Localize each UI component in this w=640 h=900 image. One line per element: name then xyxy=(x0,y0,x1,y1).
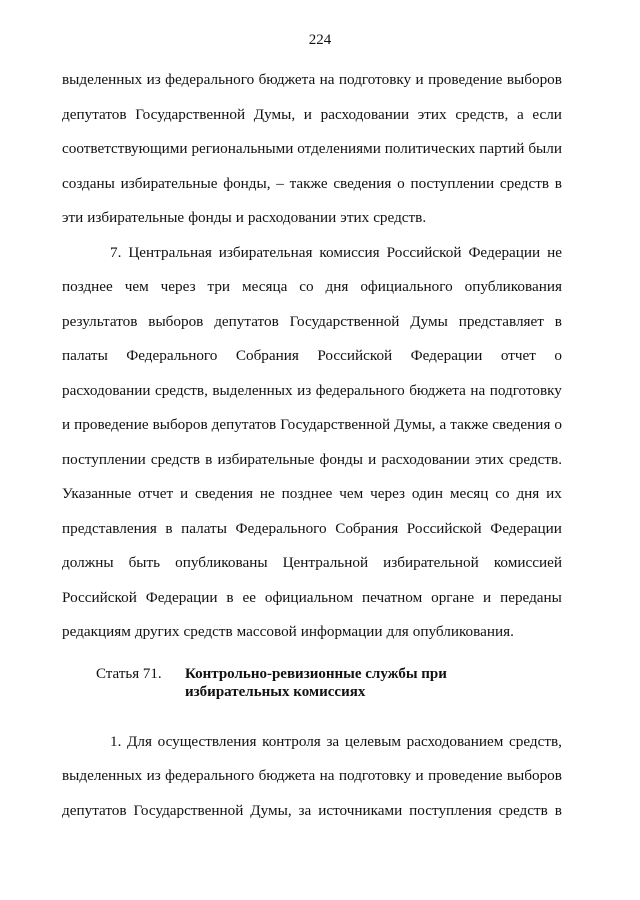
text-line xyxy=(62,63,562,98)
text-line xyxy=(62,794,562,829)
word: в xyxy=(554,174,562,192)
word: информации xyxy=(300,623,383,640)
word: расходованием xyxy=(406,732,504,750)
word: этих xyxy=(340,209,370,226)
word: созданы xyxy=(62,174,115,192)
word: соответствующими xyxy=(62,140,188,157)
word: Думы xyxy=(410,312,448,330)
text-line xyxy=(62,132,562,167)
word: бюджета xyxy=(258,767,316,784)
text-line xyxy=(62,167,562,202)
word: месяц xyxy=(449,485,489,502)
word: для xyxy=(386,623,409,640)
word: осуществления xyxy=(157,732,257,750)
word: Государственной xyxy=(289,312,400,330)
word: палаты xyxy=(62,347,108,364)
word: а xyxy=(439,416,447,433)
word: их xyxy=(546,485,562,502)
word: отчет xyxy=(500,347,536,364)
word: дня xyxy=(325,278,349,295)
word: выборов xyxy=(148,312,204,330)
word: о xyxy=(554,347,562,364)
word: избирательные xyxy=(217,450,315,468)
word: за xyxy=(326,732,340,750)
word: в xyxy=(205,450,213,468)
word: и xyxy=(235,209,244,226)
word: Российской xyxy=(317,347,393,364)
document-body xyxy=(62,63,562,828)
word: выделенных xyxy=(62,767,143,784)
word: результатов xyxy=(62,312,138,330)
word: расходовании xyxy=(320,105,410,123)
word: бюджета xyxy=(409,381,466,399)
word: Государственной xyxy=(135,105,246,123)
word: выборов xyxy=(506,767,562,784)
text-line xyxy=(62,615,562,650)
word: в xyxy=(554,801,562,819)
word: Собрания xyxy=(335,519,399,537)
text-line xyxy=(62,339,562,374)
word: чем xyxy=(339,485,364,502)
paragraph-control-services xyxy=(62,725,562,829)
word: массовой xyxy=(236,623,297,640)
word: контроля xyxy=(262,732,321,750)
text-line xyxy=(62,374,562,409)
word: и xyxy=(62,416,71,433)
word: выборов xyxy=(506,71,562,88)
word: редакциям xyxy=(62,623,131,640)
word: официальном xyxy=(264,588,354,606)
word: были xyxy=(528,140,562,157)
word: и xyxy=(179,485,189,502)
word: дня xyxy=(516,485,540,502)
word: источниками xyxy=(318,801,403,819)
word: этих xyxy=(417,105,447,123)
word: средств, xyxy=(508,732,562,750)
text-line xyxy=(62,581,562,616)
word: выделенных xyxy=(212,381,293,399)
word: Российской xyxy=(62,588,137,606)
text-line xyxy=(62,512,562,547)
word: поступления xyxy=(409,801,492,819)
word: средств. xyxy=(509,450,562,468)
word: Думы, xyxy=(253,105,296,123)
word: комиссия xyxy=(319,243,380,261)
word: из xyxy=(146,71,161,88)
word: депутатов xyxy=(211,416,277,433)
word: если xyxy=(532,105,562,123)
word: избирательные xyxy=(120,174,218,192)
word: партий xyxy=(479,140,525,157)
word: о xyxy=(554,416,562,433)
word: чем xyxy=(124,278,149,295)
word: не xyxy=(259,485,275,502)
word: средств, xyxy=(154,381,208,399)
word: комиссией xyxy=(493,554,562,571)
word: сведения xyxy=(492,416,551,433)
word: депутатов xyxy=(62,801,127,819)
word: сведения xyxy=(333,174,392,192)
article-label: Статья 71. xyxy=(96,665,162,682)
word: сведения xyxy=(194,485,254,502)
word: Государственной xyxy=(133,801,244,819)
word: позднее xyxy=(281,485,333,502)
word: должны xyxy=(62,554,114,571)
word: федерального xyxy=(315,381,405,399)
word: выборов xyxy=(152,416,208,433)
word: опубликования xyxy=(464,278,562,295)
word: федерального xyxy=(165,767,255,784)
paragraph-cec-report xyxy=(62,236,562,650)
word: фонды, xyxy=(223,174,271,192)
word: месяца xyxy=(242,278,288,295)
word: поступлении xyxy=(62,450,146,468)
word: в xyxy=(554,312,562,330)
word: Указанные xyxy=(62,485,132,502)
word: избирательная xyxy=(218,243,313,261)
word: и xyxy=(483,588,492,606)
word: также xyxy=(450,416,489,433)
word: со xyxy=(299,278,314,295)
word: средств, xyxy=(455,105,509,123)
word: расходовании xyxy=(381,450,470,468)
word: Центральной xyxy=(282,554,369,571)
word: представления xyxy=(62,519,157,537)
word: позднее xyxy=(62,278,113,295)
article-heading xyxy=(62,665,562,719)
word: средств xyxy=(150,450,200,468)
word: отчет xyxy=(138,485,174,502)
article-title xyxy=(185,665,447,701)
word: поступлении xyxy=(410,174,495,192)
word: федерального xyxy=(165,71,255,88)
word: средств. xyxy=(373,209,427,226)
word: Российской xyxy=(386,243,462,261)
article-title-line-1: Контрольно-ревизионные службы при xyxy=(185,665,447,682)
word: проведение xyxy=(74,416,149,433)
word: целевым xyxy=(344,732,402,750)
word: расходовании xyxy=(247,209,337,226)
word: органе xyxy=(431,588,475,606)
text-line xyxy=(62,236,562,271)
text-line xyxy=(62,725,562,760)
word: официального xyxy=(360,278,453,295)
word: в xyxy=(165,519,173,537)
word: из xyxy=(297,381,312,399)
word: также xyxy=(289,174,328,192)
word: подготовку xyxy=(489,381,562,399)
text-line xyxy=(62,270,562,305)
word: через xyxy=(160,278,196,295)
word: проведение xyxy=(428,767,503,784)
word: и xyxy=(303,105,312,123)
text-line xyxy=(62,98,562,133)
word: палаты xyxy=(181,519,227,537)
word: и xyxy=(415,71,424,88)
word: Думы, xyxy=(250,801,292,819)
word: со xyxy=(495,485,510,502)
text-line xyxy=(62,305,562,340)
word: 1. xyxy=(110,732,122,750)
word: Федерации xyxy=(145,588,218,606)
word: выделенных xyxy=(62,71,143,88)
word: Федерации xyxy=(410,347,483,364)
word: бюджета xyxy=(258,71,316,88)
word: печатном xyxy=(362,588,423,606)
word: один xyxy=(411,485,443,502)
word: фонды xyxy=(188,209,232,226)
word: опубликования. xyxy=(412,623,514,640)
word: о xyxy=(397,174,405,192)
word: а xyxy=(516,105,524,123)
word: быть xyxy=(128,554,161,571)
word: в xyxy=(226,588,234,606)
word: ее xyxy=(242,588,256,606)
word: и xyxy=(368,450,377,468)
word: фонды xyxy=(319,450,363,468)
word: средств xyxy=(499,174,550,192)
word: Федерации xyxy=(490,519,562,537)
text-line xyxy=(62,759,562,794)
word: опубликованы xyxy=(175,554,268,571)
word: Собрания xyxy=(235,347,299,364)
word: на xyxy=(319,767,335,784)
paragraph-funds-report xyxy=(62,63,562,236)
word: Центральная xyxy=(128,243,212,261)
word: не xyxy=(547,243,562,261)
word: политических xyxy=(384,140,476,157)
word: переданы xyxy=(500,588,562,606)
word: эти xyxy=(62,209,84,226)
word: средств xyxy=(498,801,548,819)
word: Для xyxy=(127,732,152,750)
word: других xyxy=(134,623,180,640)
word: избирательные xyxy=(87,209,185,226)
word: депутатов xyxy=(214,312,279,330)
word: региональными xyxy=(191,140,294,157)
word: Российской xyxy=(406,519,482,537)
word: расходовании xyxy=(62,381,151,399)
text-line xyxy=(62,201,562,236)
word: 7. xyxy=(110,243,122,261)
word: – xyxy=(276,174,284,192)
word: и xyxy=(415,767,424,784)
word: через xyxy=(370,485,405,502)
article-title-line-2: избирательных комиссиях xyxy=(185,683,366,700)
text-line xyxy=(62,443,562,478)
word: представляет xyxy=(458,312,544,330)
word: Федерального xyxy=(126,347,218,364)
word: проведение xyxy=(428,71,503,88)
word: из xyxy=(146,767,161,784)
word: Федерального xyxy=(235,519,327,537)
word: подготовку xyxy=(338,767,412,784)
word: избирательной xyxy=(383,554,479,571)
text-line xyxy=(62,408,562,443)
word: за xyxy=(298,801,312,819)
page-number: 224 xyxy=(308,32,332,48)
text-line xyxy=(62,477,562,512)
text-line xyxy=(62,546,562,581)
word: депутатов xyxy=(62,105,127,123)
word: три xyxy=(207,278,231,295)
word: Государственной xyxy=(280,416,391,433)
word: отделениями xyxy=(297,140,381,157)
word: средств xyxy=(183,623,233,640)
word: подготовку xyxy=(338,71,412,88)
word: Федерации xyxy=(468,243,541,261)
word: этих xyxy=(475,450,504,468)
word: на xyxy=(319,71,335,88)
word: Думы, xyxy=(394,416,436,433)
word: на xyxy=(470,381,486,399)
